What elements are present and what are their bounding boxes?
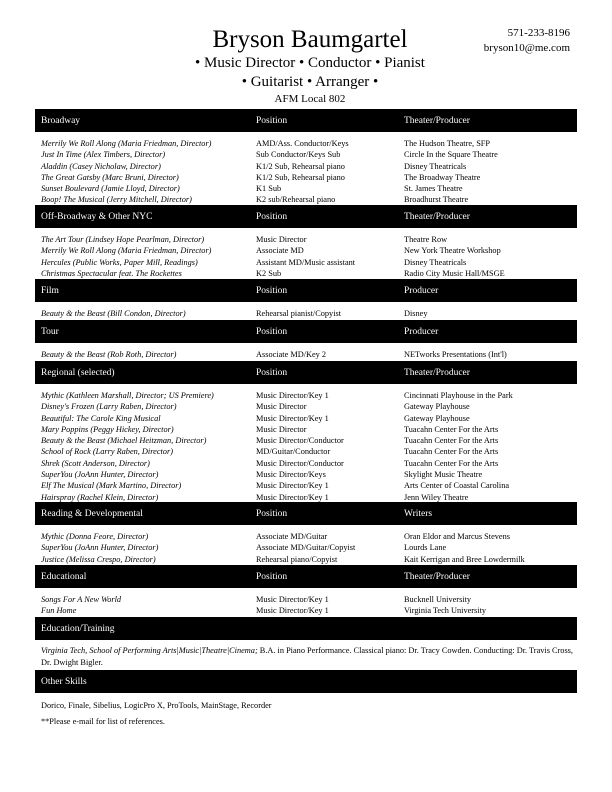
- production: SuperYou (JoAnn Hunter, Director): [41, 470, 159, 480]
- position: Music Director/Key 1: [256, 492, 329, 502]
- venue: Gateway Playhouse: [404, 402, 470, 412]
- credit-row: [35, 257, 577, 268]
- position: Associate MD/Guitar: [256, 532, 328, 541]
- production: Elf The Musical (Mark Martino, Director): [41, 481, 182, 491]
- section-title: Off-Broadway & Other NYC: [41, 212, 153, 222]
- position: Music Director: [256, 424, 307, 434]
- references-note: **Please e-mail for list of references.: [41, 716, 165, 726]
- section-off-broadway: [35, 205, 577, 279]
- section-title: Broadway: [41, 116, 81, 126]
- production: Just In Time (Alex Timbers, Director): [41, 150, 166, 160]
- position: Music Director/Conductor: [256, 458, 344, 468]
- venue: Theatre Row: [404, 235, 448, 244]
- credit-row: [35, 424, 577, 435]
- venue: Radio City Music Hall/MSGE: [404, 268, 505, 278]
- credit-rows: [35, 228, 577, 279]
- section-header: [35, 565, 577, 588]
- degree-details: B.A. in Piano Performance. Classical piano: Dr. Tracy Cowden. Conducting: Dr. Travis Cross, Dr. Dwight Bigler.: [41, 646, 573, 667]
- credit-row: [35, 554, 577, 565]
- section-educational: [35, 565, 577, 617]
- production: Mythic (Kathleen Marshall, Director; US Premiere): [41, 391, 214, 400]
- credit-rows: [35, 343, 577, 360]
- column-header-position: Position: [256, 116, 288, 126]
- production: School of Rock (Larry Raben, Director): [41, 447, 173, 457]
- column-header-venue: Theater/Producer: [404, 212, 470, 222]
- position: Sub Conductor/Keys Sub: [256, 150, 341, 160]
- column-header-position: Position: [256, 286, 288, 296]
- union-affiliation: AFM Local 802: [274, 93, 346, 105]
- venue: Broadhurst Theatre: [404, 195, 469, 205]
- position: K2 sub/Rehearsal piano: [256, 195, 336, 205]
- production: Hercules (Public Works, Paper Mill, Readings): [41, 257, 198, 267]
- column-header-producer: Producer: [404, 286, 439, 296]
- production: SuperYou (JoAnn Hunter, Director): [41, 543, 159, 553]
- production: Christmas Spectacular feat. The Rockettes: [41, 268, 182, 278]
- production: Merrily We Roll Along (Maria Friedman, Director): [41, 139, 212, 148]
- production: Boop! The Musical (Jerry Mitchell, Director): [41, 195, 192, 205]
- section-tour: [35, 320, 577, 360]
- credit-row: [35, 183, 577, 194]
- credit-row: [35, 605, 577, 616]
- production: Aladdin (Casey Nicholaw, Director): [41, 161, 161, 171]
- section-title: Reading & Developmental: [41, 509, 143, 519]
- section-regional: [35, 361, 577, 503]
- column-header-position: Position: [256, 368, 288, 378]
- column-header-venue: Theater/Producer: [404, 368, 470, 378]
- credit-row: [35, 594, 577, 605]
- phone-number: 571-233-8196: [507, 27, 570, 39]
- position: Music Director: [256, 402, 307, 412]
- writers: Lourds Lane: [404, 543, 447, 553]
- production: Beauty & the Beast (Bill Condon, Director): [41, 309, 186, 318]
- credit-row: [35, 149, 577, 160]
- contact-info: [484, 26, 570, 56]
- education-text: [35, 640, 577, 668]
- section-header: [35, 279, 577, 302]
- column-header-writers: Writers: [404, 509, 433, 519]
- venue: New York Theatre Workshop: [404, 246, 501, 256]
- credit-row: [35, 469, 577, 480]
- venue: Arts Center of Coastal Carolina: [404, 481, 510, 491]
- column-header-position: Position: [256, 509, 288, 519]
- venue: Bucknell University: [404, 595, 472, 604]
- column-header-position: Position: [256, 572, 288, 582]
- section-title: Regional (selected): [41, 368, 115, 378]
- production: Songs For A New World: [41, 595, 122, 604]
- credit-row: [35, 172, 577, 183]
- credit-row: [35, 234, 577, 245]
- venue: Disney Theatricals: [404, 161, 467, 171]
- position: Music Director/Key 1: [256, 391, 329, 400]
- section-title: Tour: [41, 327, 59, 337]
- column-header-position: Position: [256, 212, 288, 222]
- production: Fun Home: [41, 606, 77, 616]
- email-address[interactable]: bryson10@me.com: [483, 42, 570, 54]
- credit-row: [35, 446, 577, 457]
- credit-rows: [35, 588, 577, 617]
- venue: Tuacahn Center For the Arts: [404, 458, 499, 468]
- position: Associate MD: [256, 246, 304, 256]
- section-other-skills: [35, 670, 577, 727]
- section-reading-developmental: [35, 502, 577, 565]
- section-header: [35, 205, 577, 228]
- section-title: Film: [41, 286, 59, 296]
- credit-row: [35, 349, 577, 360]
- credit-rows: [35, 132, 577, 206]
- production: Mary Poppins (Peggy Hickey, Director): [41, 424, 174, 434]
- position: Music Director/Key 1: [256, 413, 329, 423]
- credit-rows: [35, 384, 577, 503]
- venue: Disney Theatricals: [404, 257, 467, 267]
- production: Disney's Frozen (Larry Raben, Director): [41, 402, 177, 412]
- position: Music Director/Key 1: [256, 595, 329, 604]
- venue: Disney: [404, 309, 428, 318]
- position: Rehearsal piano/Copyist: [256, 554, 338, 564]
- venue: Circle In the Square Theatre: [404, 150, 498, 160]
- position: K1/2 Sub, Rehearsal piano: [256, 161, 345, 171]
- credit-row: [35, 245, 577, 256]
- position: Associate MD/Key 2: [256, 350, 327, 359]
- venue: Cincinnati Playhouse in the Park: [404, 391, 513, 400]
- venue: NETworks Presentations (Int'l): [404, 350, 507, 359]
- column-header-venue: Theater/Producer: [404, 116, 470, 126]
- venue: Tuacahn Center For the Arts: [404, 447, 499, 457]
- production: Mythic (Donna Feore, Director): [41, 532, 149, 541]
- credit-row: [35, 480, 577, 491]
- roles-line-1: • Music Director • Conductor • Pianist: [195, 55, 425, 71]
- position: Music Director/Key 1: [256, 481, 329, 491]
- credit-row: [35, 390, 577, 401]
- section-header: [35, 109, 577, 132]
- credit-row: [35, 458, 577, 469]
- credit-row: [35, 138, 577, 149]
- position: K2 Sub: [256, 268, 282, 278]
- position: K1/2 Sub, Rehearsal piano: [256, 172, 345, 182]
- section-header: [35, 670, 577, 693]
- venue: Jenn Wiley Theatre: [404, 492, 469, 502]
- position: Assistant MD/Music assistant: [256, 257, 356, 267]
- production: The Art Tour (Lindsey Hope Pearlman, Director): [41, 235, 205, 244]
- production: Beauty & the Beast (Michael Heitzman, Director): [41, 436, 207, 446]
- credit-row: [35, 161, 577, 172]
- section-title: Other Skills: [41, 677, 87, 687]
- position: Associate MD/Guitar/Copyist: [256, 543, 356, 553]
- section-header: [35, 502, 577, 525]
- section-title: Education/Training: [41, 624, 115, 634]
- column-header-venue: Theater/Producer: [404, 572, 470, 582]
- skills-text: Dorico, Finale, Sibelius, LogicPro X, ProTools, MainStage, Recorder: [41, 701, 272, 710]
- credit-row: [35, 268, 577, 279]
- credit-rows: [35, 302, 577, 319]
- section-header: [35, 361, 577, 384]
- section-film: [35, 279, 577, 319]
- credit-row: [35, 308, 577, 319]
- position: Music Director/Keys: [256, 470, 326, 480]
- credit-row: [35, 542, 577, 553]
- resume-header: [150, 26, 470, 106]
- production: Hairspray (Rachel Klein, Director): [41, 492, 159, 502]
- section-title: Educational: [41, 572, 87, 582]
- production: Merrily We Roll Along (Maria Friedman, Director): [41, 246, 212, 256]
- venue: Tuacahn Center For the Arts: [404, 424, 499, 434]
- production: Justice (Melissa Crespo, Director): [41, 554, 156, 564]
- column-header-producer: Producer: [404, 327, 439, 337]
- production: Beauty & the Beast (Rob Roth, Director): [41, 350, 177, 359]
- venue: Gateway Playhouse: [404, 413, 470, 423]
- school-name: Virginia Tech, School of Performing Arts|Music|Theatre|Cinema;: [41, 646, 258, 655]
- position: Rehearsal pianist/Copyist: [256, 309, 342, 318]
- venue: Tuacahn Center For the Arts: [404, 436, 499, 446]
- position: MD/Guitar/Conductor: [256, 447, 331, 457]
- candidate-name: Bryson Baumgartel: [212, 26, 408, 53]
- venue: Virginia Tech University: [404, 606, 487, 616]
- credit-row: [35, 531, 577, 542]
- production: Shrek (Scott Anderson, Director): [41, 458, 150, 468]
- production: Beautiful: The Carole King Musical: [41, 413, 161, 423]
- venue: St. James Theatre: [404, 184, 463, 194]
- section-header: [35, 320, 577, 343]
- section-broadway: [35, 109, 577, 206]
- position: K1 Sub: [256, 184, 282, 194]
- column-header-position: Position: [256, 327, 288, 337]
- section-header: [35, 617, 577, 640]
- writers: Oran Eldor and Marcus Stevens: [404, 532, 510, 541]
- position: Music Director/Key 1: [256, 606, 329, 616]
- venue: The Broadway Theatre: [404, 172, 481, 182]
- section-education-training: [35, 617, 577, 668]
- credit-rows: [35, 525, 577, 565]
- position: Music Director/Conductor: [256, 436, 344, 446]
- production: The Great Gatsby (Marc Bruni, Director): [41, 172, 179, 182]
- credit-row: [35, 435, 577, 446]
- position: Music Director: [256, 235, 307, 244]
- writers: Kait Kerrigan and Bree Lowdermilk: [404, 554, 525, 564]
- production: Sunset Boulevard (Jamie Lloyd, Director): [41, 184, 180, 194]
- venue: The Hudson Theatre, SFP: [404, 139, 491, 148]
- position: AMD/Ass. Conductor/Keys: [256, 139, 349, 148]
- credit-row: [35, 413, 577, 424]
- credit-row: [35, 401, 577, 412]
- roles-line-2: • Guitarist • Arranger •: [241, 74, 379, 90]
- venue: Skylight Music Theatre: [404, 470, 483, 480]
